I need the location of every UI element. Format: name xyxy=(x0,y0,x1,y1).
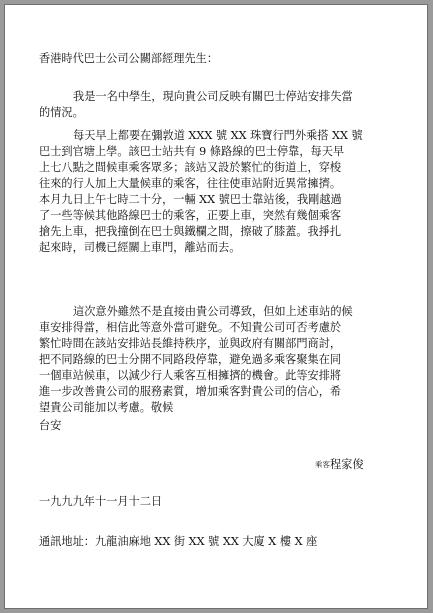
paragraph-3-line: 車安排得當，相信此等意外當可避免。不知貴公司可否考慮於 xyxy=(39,321,342,334)
paragraph-3-line: 繁忙時間在該站安排站長維持秩序，並與政府有關部門商討， xyxy=(39,337,342,350)
signature-prefix: 乘客 xyxy=(315,460,330,469)
paragraph-2-line: 了一些等候其他路線巴士的乘客，正要上車，突然有幾個乘客 xyxy=(39,209,342,222)
paragraph-1-line: 我是一名中學生，現向貴公司反映有關巴士停站安排失當 xyxy=(73,90,353,103)
signature xyxy=(315,456,364,472)
paragraph-1-line: 的情況。 xyxy=(39,106,84,119)
address: 通訊地址：九龍油麻地 XX 街 XX 號 XX 大廈 X 樓 X 座 xyxy=(39,535,318,548)
paragraph-3-line: 這次意外雖然不是直接由貴公司導致，但如上述車站的候 xyxy=(73,305,353,318)
closing: 台安 xyxy=(39,419,62,432)
date: 一九九九年十一月十二日 xyxy=(39,495,163,508)
paragraph-3-line: 一個車站候車，以減少行人乘客互相擁擠的機會。此等安排將 xyxy=(39,369,342,382)
paragraph-2 xyxy=(39,128,409,256)
salutation: 香港時代巴士公司公關部經理先生： xyxy=(39,52,219,65)
paragraph-3 xyxy=(39,304,409,416)
paragraph-1 xyxy=(39,89,409,121)
paragraph-2-line: 每天早上都要在彌敦道 XXX 號 XX 珠寶行門外乘搭 XX 號 xyxy=(73,129,363,142)
paragraph-2-line: 起來時，司機已經關上車門，離站而去。 xyxy=(39,241,241,254)
paragraph-2-line: 往來的行人加上大量候車的乘客，往往使車站附近異常擁擠。 xyxy=(39,177,342,190)
letter-page xyxy=(4,4,428,609)
paragraph-3-line: 把不同路線的巴士分開不同路段停靠，避免過多乘客聚集在同 xyxy=(39,353,342,366)
paragraph-2-line: 搶先上車，把我撞倒在巴士與鐵欄之間，擦破了膝蓋。我掙扎 xyxy=(39,225,342,238)
paragraph-2-line: 本月九日上午七時二十分，一輛 XX 號巴士靠站後，我剛越過 xyxy=(39,193,342,206)
paragraph-2-line: 上七八點之間候車乘客眾多；該站又設於繁忙的街道上，穿梭 xyxy=(39,161,342,174)
paragraph-2-line: 巴士到官塘上學。該巴士站共有 9 條路線的巴士停靠，每天早 xyxy=(39,145,345,158)
paragraph-3-line: 望貴公司能加以考慮。敬候 xyxy=(39,401,174,414)
paragraph-3-line: 進一步改善貴公司的服務素質，增加乘客對貴公司的信心，希 xyxy=(39,385,342,398)
signature-name: 程家俊 xyxy=(330,458,364,471)
